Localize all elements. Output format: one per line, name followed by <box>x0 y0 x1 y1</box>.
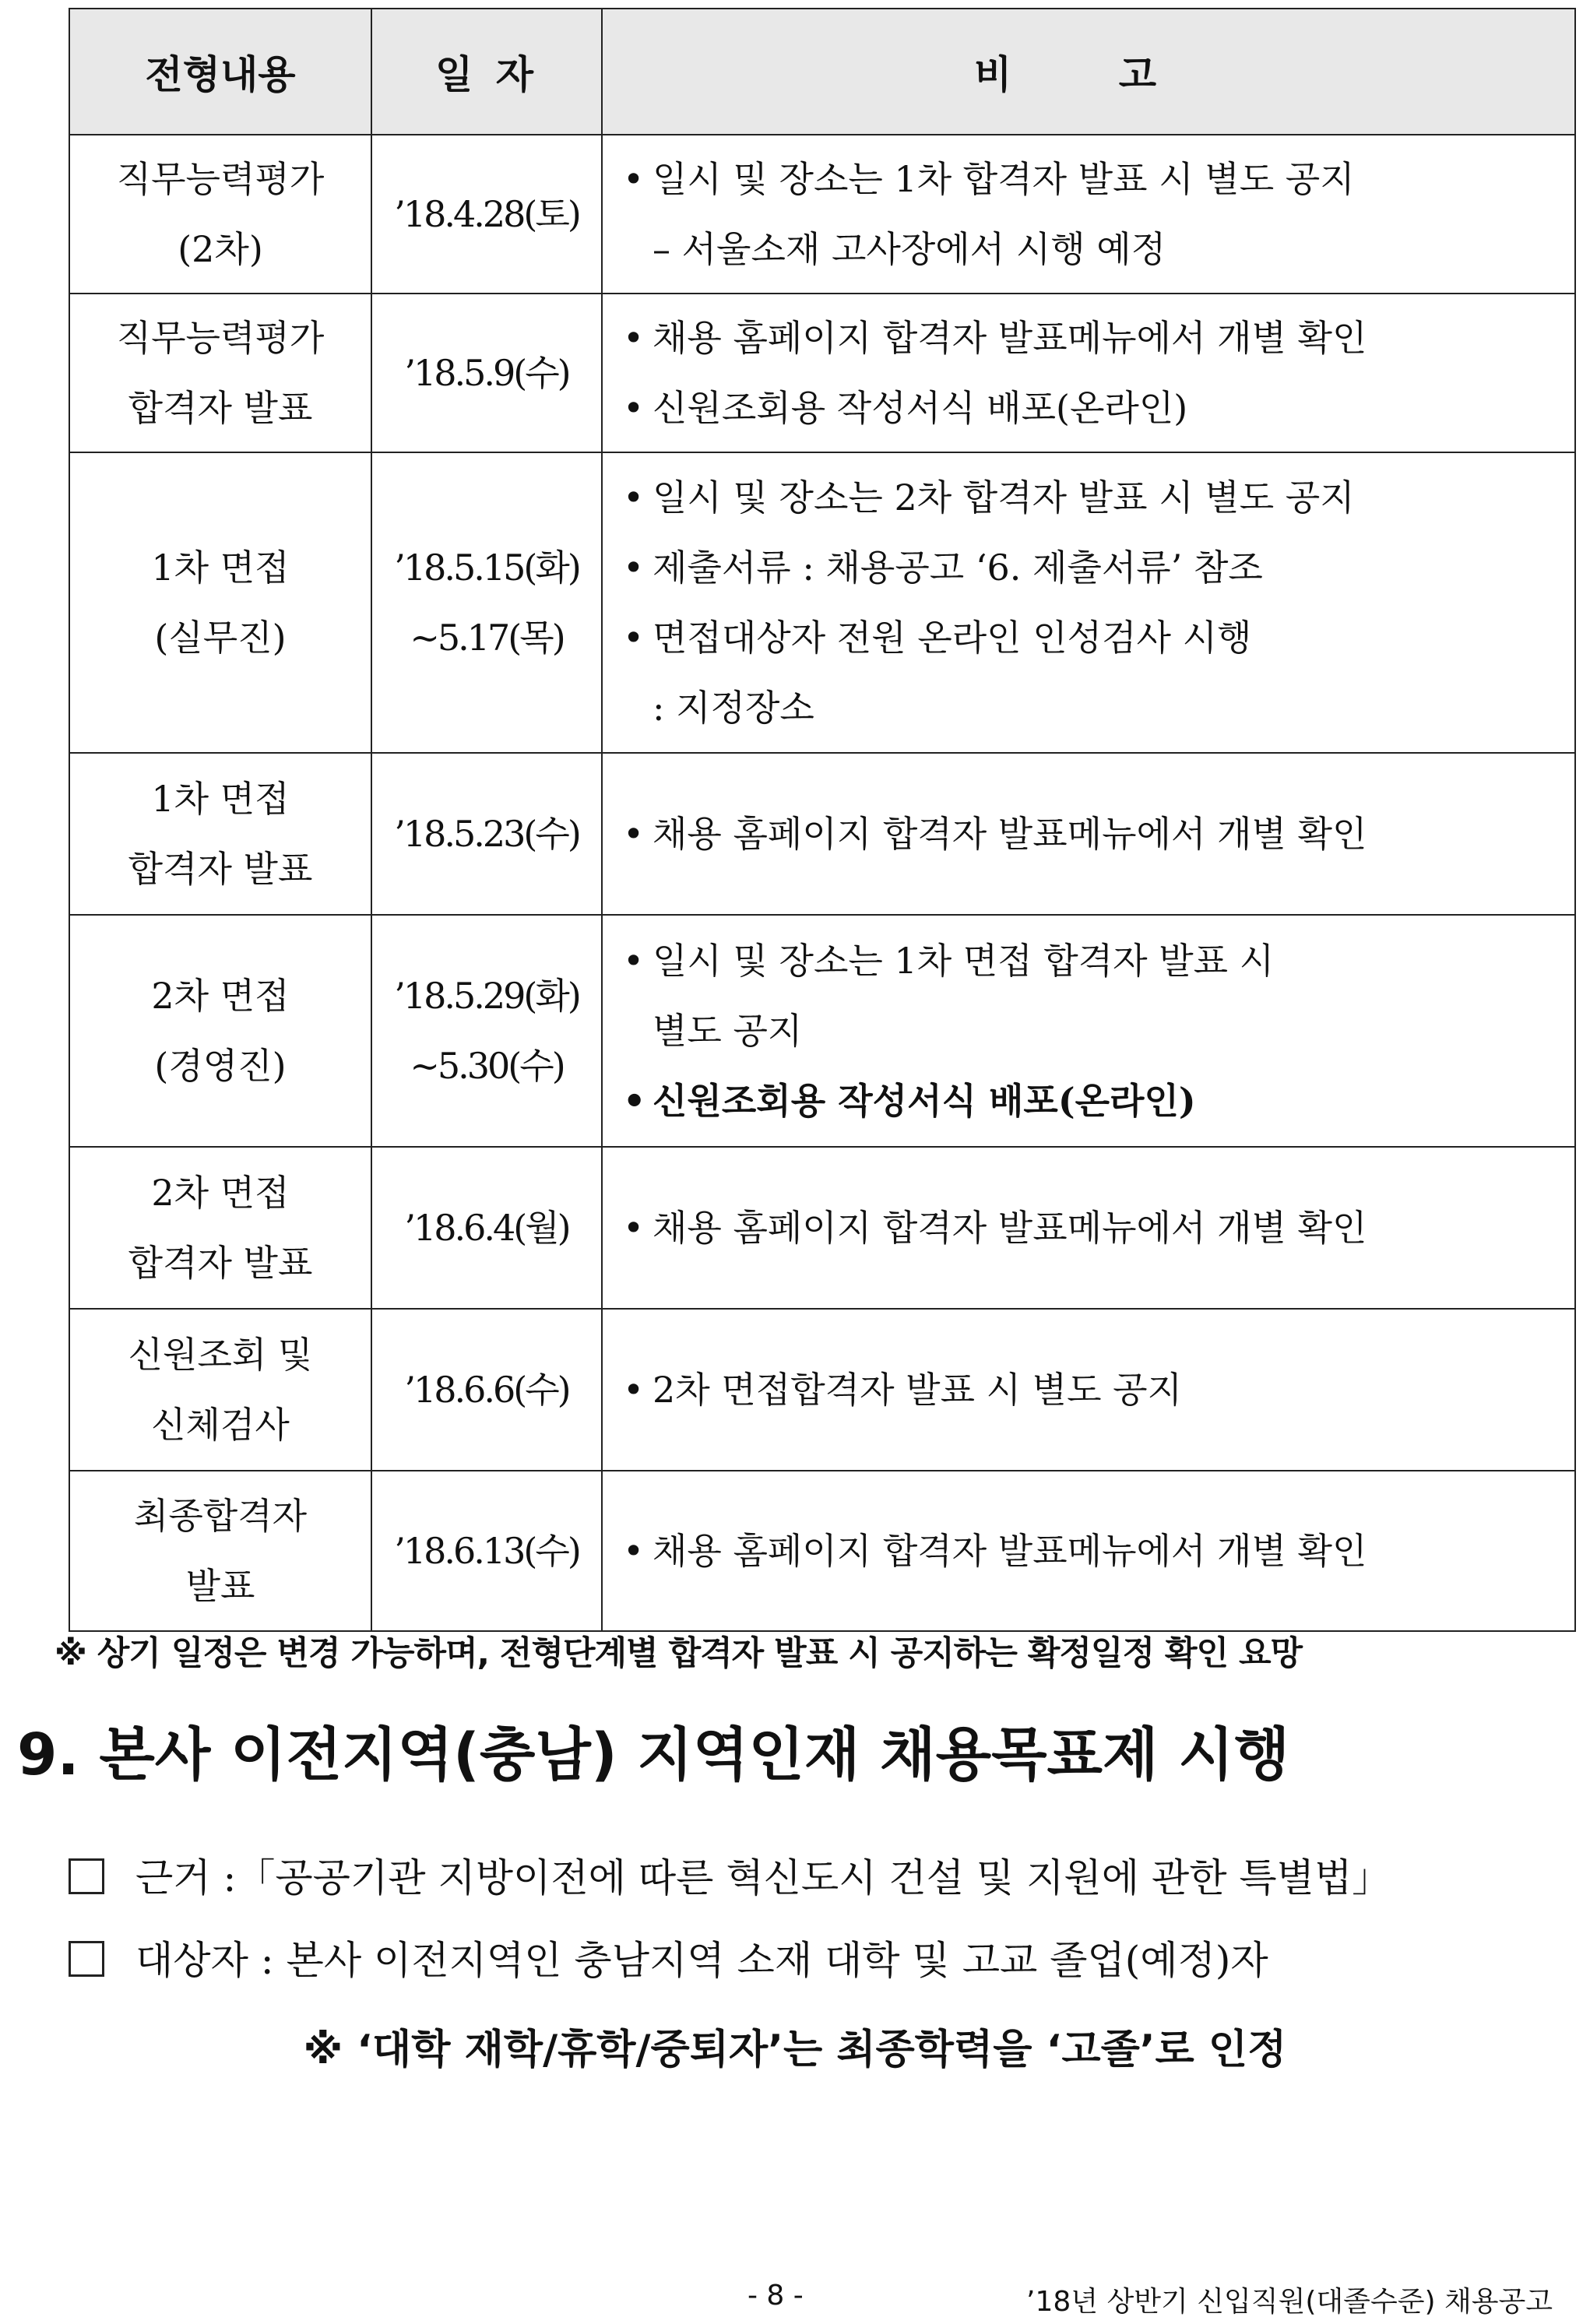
date-cell <box>371 753 602 915</box>
date-cell <box>371 135 602 294</box>
date-line: ’18.5.23(수) <box>394 813 579 855</box>
stage-cell <box>69 1147 371 1309</box>
stage-line: 합격자 발표 <box>128 1242 313 1284</box>
remark-item: • 채용 홈페이지 합격자 발표메뉴에서 개별 확인 <box>623 1207 1367 1249</box>
remark-item: • 신원조회용 작성서식 배포(온라인) <box>623 1080 1196 1122</box>
schedule-disclaimer: ※ 상기 일정은 변경 가능하며, 전형단계별 합격자 발표 시 공지하는 확정일정 확인 요망 <box>55 1634 1303 1673</box>
date-line: ~5.17(목) <box>410 617 564 659</box>
date-cell <box>371 452 602 753</box>
checkbox-square-icon <box>69 1941 104 1977</box>
stage-line: 합격자 발표 <box>128 848 313 890</box>
remark-text: 일시 및 장소는 2차 합격자 발표 시 별도 공지 <box>653 476 1355 519</box>
checkbox-square-icon <box>69 1858 104 1894</box>
remark-item: • 일시 및 장소는 1차 면접 합격자 발표 시 <box>623 940 1275 982</box>
remark-item: • 2차 면접합격자 발표 시 별도 공지 <box>623 1369 1183 1411</box>
remark-item: • 일시 및 장소는 2차 합격자 발표 시 별도 공지 <box>623 476 1355 519</box>
remark-text: 채용 홈페이지 합격자 발표메뉴에서 개별 확인 <box>653 813 1367 855</box>
remarks-cell <box>602 135 1575 294</box>
table-row <box>69 1309 1575 1471</box>
section-heading: 9. 본사 이전지역(충남) 지역인재 채용목표제 시행 <box>17 1721 1290 1788</box>
remarks-cell <box>602 294 1575 452</box>
remark-text: 신원조회용 작성서식 배포(온라인) <box>653 1080 1196 1122</box>
remark-item: • 신원조회용 작성서식 배포(온라인) <box>623 387 1188 429</box>
footer-title: ’18년 상반기 신입직원(대졸수준) 채용공고 <box>1026 2286 1553 2318</box>
stage-line: 1차 면접 <box>151 778 290 820</box>
stage-cell <box>69 1471 371 1631</box>
stage-line: (실무진) <box>154 617 287 659</box>
table-row <box>69 1147 1575 1309</box>
remarks-cell <box>602 915 1575 1147</box>
basis-text: 근거 :「공공기관 지방이전에 따른 혁신도시 건설 및 지원에 관한 특별법」 <box>135 1855 1391 1900</box>
stage-cell <box>69 753 371 915</box>
stage-line: 발표 <box>185 1565 255 1607</box>
remarks-cell <box>602 753 1575 915</box>
stage-cell <box>69 452 371 753</box>
table-row <box>69 915 1575 1147</box>
date-line: ’18.6.6(수) <box>404 1369 569 1411</box>
header-stage: 전형내용 <box>69 9 371 135</box>
remarks-cell <box>602 1471 1575 1631</box>
table-row <box>69 294 1575 452</box>
remark-text: 일시 및 장소는 1차 면접 합격자 발표 시 <box>653 940 1275 982</box>
stage-cell <box>69 1309 371 1471</box>
remark-item: • 면접대상자 전원 온라인 인성검사 시행 <box>623 617 1252 659</box>
stage-line: (2차) <box>178 228 263 270</box>
stage-cell <box>69 915 371 1147</box>
remark-text: 일시 및 장소는 1차 합격자 발표 시 별도 공지 <box>653 158 1355 200</box>
remark-text: : 지정장소 <box>653 687 814 729</box>
stage-line: 합격자 발표 <box>128 387 313 429</box>
education-note: ※ ‘대학 재학/휴학/중퇴자’는 최종학력을 ‘고졸’로 인정 <box>303 2027 1287 2073</box>
date-line: ’18.6.4(월) <box>404 1207 569 1249</box>
remark-item: • 채용 홈페이지 합격자 발표메뉴에서 개별 확인 <box>623 317 1367 359</box>
remark-item <box>623 214 1567 284</box>
remark-text: 2차 면접합격자 발표 시 별도 공지 <box>653 1369 1183 1411</box>
remark-text: 채용 홈페이지 합격자 발표메뉴에서 개별 확인 <box>653 317 1367 359</box>
remark-item <box>623 673 1567 743</box>
date-line: ’18.5.15(화) <box>394 547 579 589</box>
table-row <box>69 135 1575 294</box>
header-remarks: 비 고 <box>602 9 1575 135</box>
stage-cell <box>69 135 371 294</box>
table-row <box>69 1471 1575 1631</box>
remark-item: • 일시 및 장소는 1차 합격자 발표 시 별도 공지 <box>623 158 1355 200</box>
remark-item: • 제출서류 : 채용공고 ‘6. 제출서류’ 참조 <box>623 547 1263 589</box>
stage-line: 2차 면접 <box>151 1172 290 1214</box>
remark-text: – 서울소재 고사장에서 시행 예정 <box>653 228 1166 270</box>
date-line: ’18.6.13(수) <box>394 1530 579 1572</box>
table-row <box>69 753 1575 915</box>
date-cell <box>371 1471 602 1631</box>
schedule-table <box>69 8 1576 1632</box>
remark-text: 채용 홈페이지 합격자 발표메뉴에서 개별 확인 <box>653 1530 1367 1572</box>
date-cell <box>371 915 602 1147</box>
date-cell <box>371 294 602 452</box>
date-cell <box>371 1147 602 1309</box>
date-line: ’18.5.29(화) <box>394 975 579 1017</box>
stage-line: 신원조회 및 <box>128 1334 313 1376</box>
remarks-cell <box>602 1309 1575 1471</box>
date-cell <box>371 1309 602 1471</box>
stage-line: 최종합격자 <box>133 1495 308 1537</box>
remark-text: 제출서류 : 채용공고 ‘6. 제출서류’ 참조 <box>653 547 1263 589</box>
header-date: 일 자 <box>371 9 602 135</box>
stage-cell <box>69 294 371 452</box>
remark-item: • 채용 홈페이지 합격자 발표메뉴에서 개별 확인 <box>623 1530 1367 1572</box>
remark-item <box>623 996 1567 1066</box>
remark-text: 별도 공지 <box>653 1010 803 1052</box>
eligibility-line <box>69 1929 1571 1985</box>
remark-text: 채용 홈페이지 합격자 발표메뉴에서 개별 확인 <box>653 1207 1367 1249</box>
date-line: ’18.5.9(수) <box>404 352 569 394</box>
table-row <box>69 452 1575 753</box>
basis-line <box>69 1847 1571 1903</box>
remark-text: 면접대상자 전원 온라인 인성검사 시행 <box>653 617 1252 659</box>
remarks-cell <box>602 1147 1575 1309</box>
page-number: - 8 - <box>748 2280 804 2312</box>
date-line: ~5.30(수) <box>410 1045 564 1087</box>
stage-line: (경영진) <box>154 1045 287 1087</box>
date-line: ’18.4.28(토) <box>394 193 579 235</box>
table-header-row <box>69 9 1575 135</box>
remark-item: • 채용 홈페이지 합격자 발표메뉴에서 개별 확인 <box>623 813 1367 855</box>
stage-line: 직무능력평가 <box>116 317 325 359</box>
eligibility-text: 대상자 : 본사 이전지역인 충남지역 소재 대학 및 고교 졸업(예정)자 <box>135 1938 1268 1983</box>
stage-line: 1차 면접 <box>151 547 290 589</box>
stage-line: 2차 면접 <box>151 975 290 1017</box>
stage-line: 직무능력평가 <box>116 158 325 200</box>
remark-text: 신원조회용 작성서식 배포(온라인) <box>653 387 1188 429</box>
remarks-cell <box>602 452 1575 753</box>
stage-line: 신체검사 <box>151 1404 290 1446</box>
